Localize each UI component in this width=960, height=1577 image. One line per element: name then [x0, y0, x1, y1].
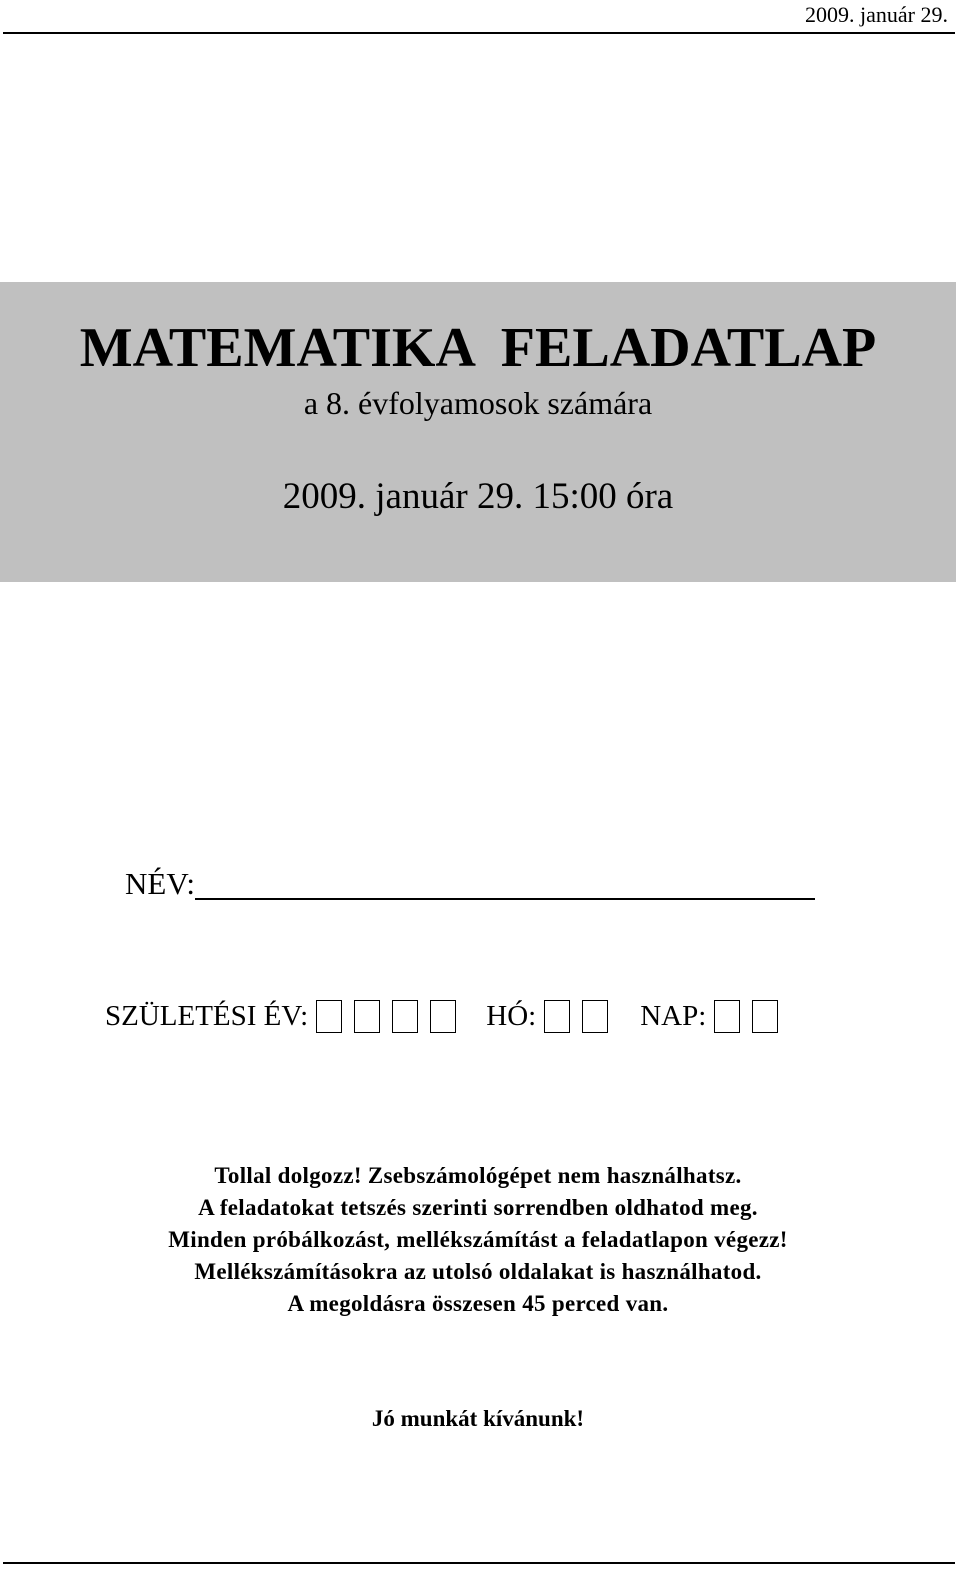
instruction-line: Mellékszámításokra az utolsó oldalakat is használhatod.: [194, 1259, 762, 1284]
day-digit-box[interactable]: [714, 1000, 740, 1033]
instruction-line: A megoldásra összesen 45 perced van.: [287, 1291, 669, 1316]
month-digit-box[interactable]: [544, 1000, 570, 1033]
footer-rule: [3, 1562, 955, 1564]
birth-year-digit-box[interactable]: [316, 1000, 342, 1033]
day-label: NAP:: [640, 1000, 707, 1032]
name-row: [125, 864, 815, 904]
month-digit-box[interactable]: [582, 1000, 608, 1033]
birth-year-digit-box[interactable]: [354, 1000, 380, 1033]
birth-year-label: SZÜLETÉSI ÉV:: [105, 1000, 309, 1032]
birth-year-digit-box[interactable]: [430, 1000, 456, 1033]
header-date: 2009. január 29.: [805, 2, 948, 27]
header-rule: [3, 32, 955, 34]
name-label: NÉV:: [125, 866, 196, 901]
day-digit-box[interactable]: [752, 1000, 778, 1033]
main-title: MATEMATIKA FELADATLAP: [79, 317, 877, 379]
closing-message: Jó munkát kívánunk!: [371, 1406, 585, 1431]
exam-datetime: 2009. január 29. 15:00 óra: [282, 476, 674, 517]
name-field-line[interactable]: [195, 898, 815, 900]
instructions: [0, 1160, 956, 1320]
month-label: HÓ:: [486, 1000, 537, 1032]
instruction-line: A feladatokat tetszés szerinti sorrendben oldhatod meg.: [198, 1195, 758, 1220]
birth-year-digit-box[interactable]: [392, 1000, 418, 1033]
instruction-line: Tollal dolgozz! Zsebszámológépet nem használhatsz.: [214, 1163, 742, 1188]
subtitle: a 8. évfolyamosok számára: [303, 385, 653, 421]
birth-date-row: [105, 996, 790, 1036]
instruction-line: Minden próbálkozást, mellékszámítást a feladatlapon végezz!: [168, 1227, 788, 1252]
